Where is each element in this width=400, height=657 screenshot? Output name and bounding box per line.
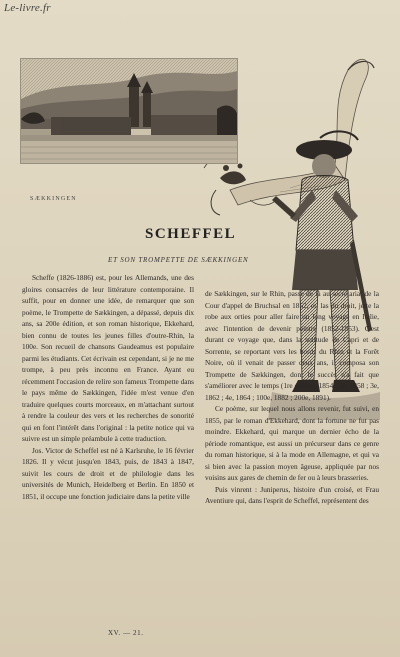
paragraph: Puis vinrent : Juniperus, histoire d'un croisé, et Frau Aventiure qui, dans l'esprit de Scheffel, représentent des: [205, 484, 379, 505]
paragraph: de Sækkingen, sur le Rhin, passe de là au secrétariat de la Cour d'appel de Bruchsal en 1852, et, las du droit, jette la robe aux orties pour aller faire un long voyage en Italie, avec l'intention de devenir peintre (1852-1853). C'est durant ce voyage que, dans la solitude de Capri et de Sorrente, se reportant vers les bords du Rhin et la Forêt Noire, où il venait de passer deux ans, il composa son Trompette de Sækkingen, dont le succès n'a fait que s'améliorer avec le temps (1re édition, 1854 ; 2e, 1858 ; 3e, 1862 ; 4e, 1864 ; 100e, 1882 ; 200e, 1891).: [205, 289, 379, 402]
paragraph: Jos. Victor de Scheffel est né à Karlsruhe, le 16 février 1826. Il y vécut jusqu'en 1843, puis, de 1843 à 1847, suivit les cours de droit et de philologie dans les universités de Munich, Heidelberg et Berlin. En 1850 et 1851, il occupe une fonction judiciaire dans la petite ville: [22, 445, 194, 501]
text-column-left: [22, 272, 194, 627]
paragraph: Ce poème, sur lequel nous allons revenir, fut suivi, en 1855, par le roman d'Ekkehard, dont la fortune ne fut pas moindre. Ekkehard, qui marque un dernier écho de la période romantique, est aussi un précurseur dans ce genre du roman historique, si à la mode en Allemagne, et qui va si bien avec la passion moyen âgeuse, appliquée par nos voisins aux gares de chemin de fer ou à leurs brasseries.: [205, 404, 379, 482]
illustration-caption: SÆKKINGEN: [30, 196, 77, 202]
town-engraving: [20, 58, 238, 164]
site-logo: Le-livre.fr: [4, 2, 51, 14]
page-number: XV. — 21.: [108, 629, 144, 637]
article-subtitle: ET SON TROMPETTE DE SÆKKINGEN: [108, 256, 249, 264]
text-column-right: [205, 288, 379, 628]
article-title: SCHEFFEL: [145, 226, 237, 242]
paragraph: Scheffe (1826-1886) est, pour les Allemands, une des gloires consacrées de leur littérature contemporaine. Il suffit, pour en donner une idée, de remarquer que son poème, le Trompette de Sækkingen, a dépassé, depuis dix ans, sa 200e édition, et son roman historique, Ekkehard, bien connu de toutes les jeunes filles d'outre-Rhin, la 100e. Son recueil de chansons Gaudeamus est populaire parmi les étudiants. Cet écrivain est cependant, si je ne me trompe, à peu près inconnu en France. Ayant eu récemment l'occasion de relire son fameux Trompette dans le pays même de Sækkingen, l'idée m'est venue d'en traduire quelques courts morceaux, en m'attachant surtout à rendre la couleur des vers et les recherches de sonorité qui en font l'intérêt dans l'original : la petite notice qui va suivre est un simple préambule à cette traduction.: [22, 273, 194, 443]
